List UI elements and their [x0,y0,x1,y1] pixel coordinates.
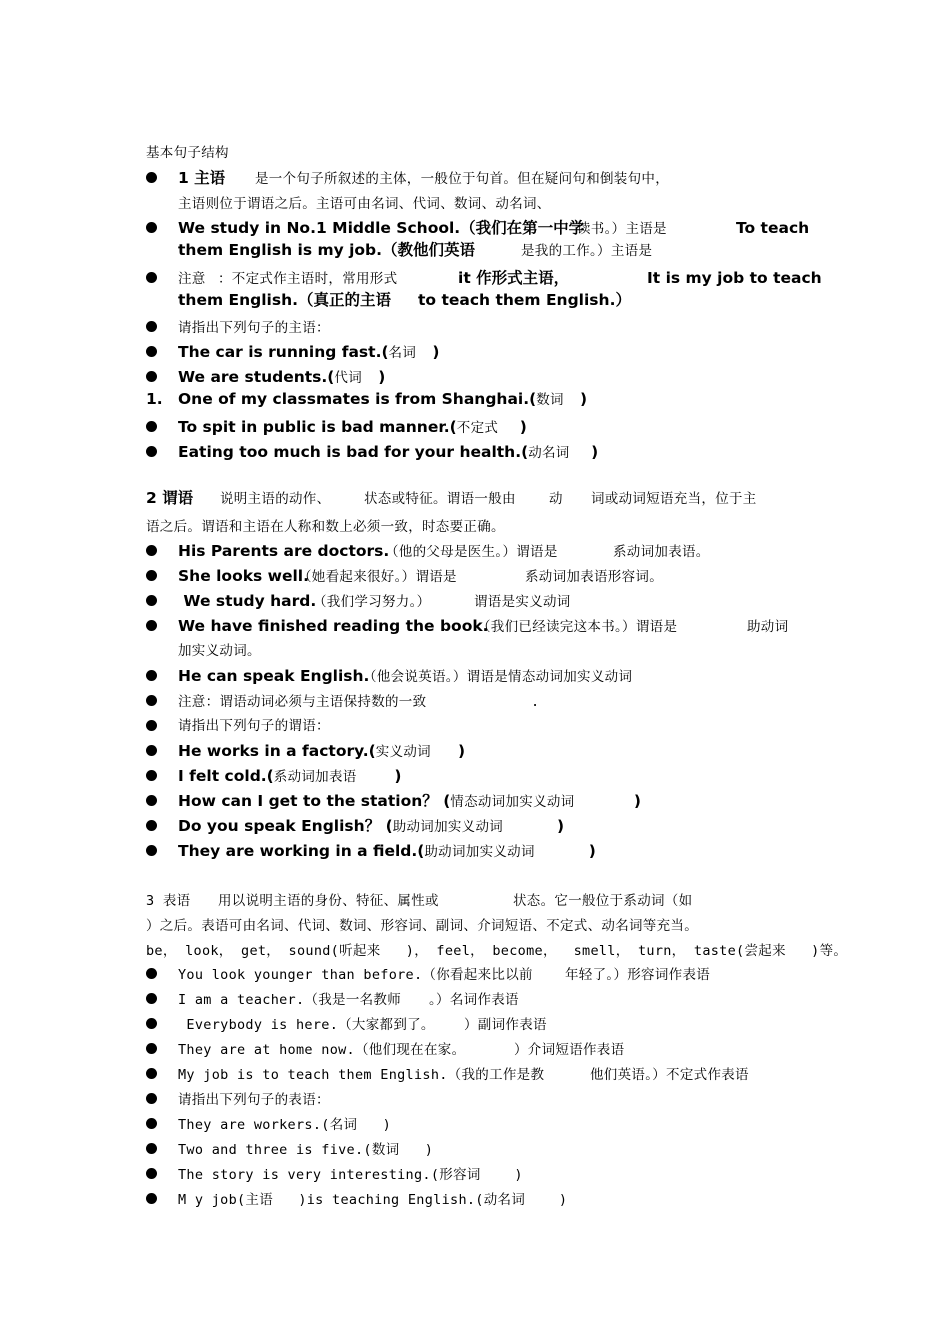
section-1-title: 1 主语 [178,169,226,187]
bullet-icon [146,845,157,856]
bullet-icon [146,1093,157,1104]
s3-desc2: 状态。它一般位于系动词（如 [513,893,693,909]
s2-desc3: 动 [549,491,563,507]
s1-p2a: 注意 [178,271,206,287]
bullet-icon [146,770,157,781]
s3-verbs-line: be， look， get， sound(听起来 )， feel， become， smell， turn， taste(尝起来 )等。 [146,943,848,959]
s3-line-4b: ）介词短语作表语 [514,1042,625,1058]
s2-line-3a: We study hard. [178,592,317,610]
s1-p1c: To teach [736,219,810,237]
s1-p1b: 读书。）主语是 [577,221,667,237]
s2-line-1a: His Parents are doctors. [178,542,390,560]
bullet-icon [146,695,157,706]
s3-line-1a: You look younger than before.（你看起来比以前 [178,967,533,983]
s1-ex-3: One of my classmates is from Shanghai.(数词 ) [178,390,588,408]
bullet-icon [146,1118,157,1129]
s1-p1e: 是我的工作。）主语是 [521,243,653,259]
s1-p2b: ：不定式作主语时，常用形式 [218,271,398,287]
s2-line-4-cont: 加实义动词。 [178,643,261,659]
s3-desc1: 用以说明主语的身份、特征、属性或 [218,893,439,909]
s3-line-4a: They are at home now.（他们现在在家。 [178,1042,466,1058]
bullet-icon [146,371,157,382]
bullet-icon [146,1168,157,1179]
s1-ex-5: Eating too much is bad for your health.(动名词 ) [178,443,599,461]
s1-exercise-label: 请指出下列句子的主语： [178,320,330,336]
bullet-icon [146,1018,157,1029]
section-1-desc: 是一个句子所叙述的主体，一般位于句首。但在疑问句和倒装句中， [255,171,669,187]
bullet-icon [146,321,157,332]
s2-ex-1: He works in a factory.(实义动词 ) [178,742,466,760]
section-2-title: 2 谓语 [146,489,194,507]
s2-desc2: 状态或特征。谓语一般由 [364,491,516,507]
s2-desc4: 词或动词短语充当，位于主 [591,491,757,507]
s2-ex-5: They are working in a field.(助动词加实义动词 ) [178,842,596,860]
s2-ex-3: How can I get to the station？ (情态动词加实义动词 ) [178,792,641,810]
s2-desc1: 说明主语的动作、 [220,491,331,507]
s2-line-1b: （他的父母是医生。）谓语是 [385,544,558,560]
s2-line-3c: 谓语是实义动词 [474,594,571,610]
s1-p2f: to teach them English.） [418,291,631,309]
s2-desc-cont: 语之后。谓语和主语在人称和数上必须一致，时态要正确。 [146,519,505,535]
s2-exercise-label: 请指出下列句子的谓语： [178,718,330,734]
bullet-icon [146,222,157,233]
s3-line-2b: 。）名词作表语 [429,992,519,1008]
list-number: 1. [146,390,163,408]
s2-ex-4: Do you speak English？ (助动词加实义动词 ) [178,817,565,835]
s3-ex-2: Two and three is five.(数词 ) [178,1142,434,1158]
bullet-icon [146,720,157,731]
s3-line-1b: 年轻了。）形容词作表语 [565,967,711,983]
bullet-icon [146,670,157,681]
s2-line-2c: 系动词加表语形容词。 [525,569,663,585]
s2-line-1c: 系动词加表语。 [613,544,710,560]
bullet-icon [146,795,157,806]
s1-ex-2: We are students.(代词 ) [178,368,386,386]
s2-line-3b: （我们学习努力。） [313,594,431,610]
s3-ex-3: The story is very interesting.(形容词 ) [178,1167,523,1183]
bullet-icon [146,595,157,606]
bullet-icon [146,172,157,183]
bullet-icon [146,421,157,432]
bullet-icon [146,1193,157,1204]
s1-p1a: We study in No.1 Middle School.（我们在第一中学 [178,219,585,237]
bullet-icon [146,820,157,831]
s2-line-2b: （她看起来很好。）谓语是 [298,569,457,585]
s2-line-6b: . [531,694,540,710]
s2-line-5a: He can speak English. [178,667,370,685]
section-1-desc-cont: 主语则位于谓语之后。主语可由名词、代词、数词、动名词、 [178,196,551,212]
s3-ex-4: M y job(主语 )is teaching English.(动名词 ) [178,1192,568,1208]
bullet-icon [146,1068,157,1079]
s2-line-4b: （我们已经读完这本书。）谓语是 [477,619,678,635]
s2-line-2a: She looks well. [178,567,309,585]
s2-line-4c: 助动词 [747,619,789,635]
s2-line-4a: We have finished reading the book. [178,617,489,635]
s3-line-3a: Everybody is here.（大家都到了。 [178,1017,435,1033]
bullet-icon [146,570,157,581]
bullet-icon [146,1143,157,1154]
s3-line-3b: ）副词作表语 [464,1017,547,1033]
section-3-title: 3 表语 [146,893,191,909]
s3-line-2a: I am a teacher.（我是一名教师 [178,992,402,1008]
s3-desc-cont: ）之后。表语可由名词、代词、数词、形容词、副词、介词短语、不定式、动名词等充当。 [146,918,698,934]
doc-header: 基本句子结构 [146,145,229,161]
bullet-icon [146,620,157,631]
s3-exercise-label: 请指出下列句子的表语： [178,1092,330,1108]
bullet-icon [146,968,157,979]
s1-p2e: them English.（真正的主语 [178,291,391,309]
s3-line-5a: My job is to teach them English.（我的工作是教 [178,1067,545,1083]
s1-ex-4: To spit in public is bad manner.(不定式 ) [178,418,527,436]
bullet-icon [146,745,157,756]
bullet-icon [146,446,157,457]
bullet-icon [146,993,157,1004]
s2-ex-2: I felt cold.(系动词加表语 ) [178,767,402,785]
bullet-icon [146,1043,157,1054]
s1-p2d: It is my job to teach [647,269,822,287]
bullet-icon [146,545,157,556]
bullet-icon [146,272,157,283]
s1-p2c: it 作形式主语， [458,269,570,287]
s3-ex-1: They are workers.(名词 ) [178,1117,392,1133]
bullet-icon [146,346,157,357]
s1-p1d: them English is my job.（教他们英语 [178,241,476,259]
s3-line-5b: 他们英语。）不定式作表语 [590,1067,749,1083]
s1-ex-1: The car is running fast.(名词 ) [178,343,440,361]
s2-line-5b: （他会说英语。）谓语是情态动词加实义动词 [363,669,633,685]
s2-line-6: 注意：谓语动词必须与主语保持数的一致 [178,694,427,710]
